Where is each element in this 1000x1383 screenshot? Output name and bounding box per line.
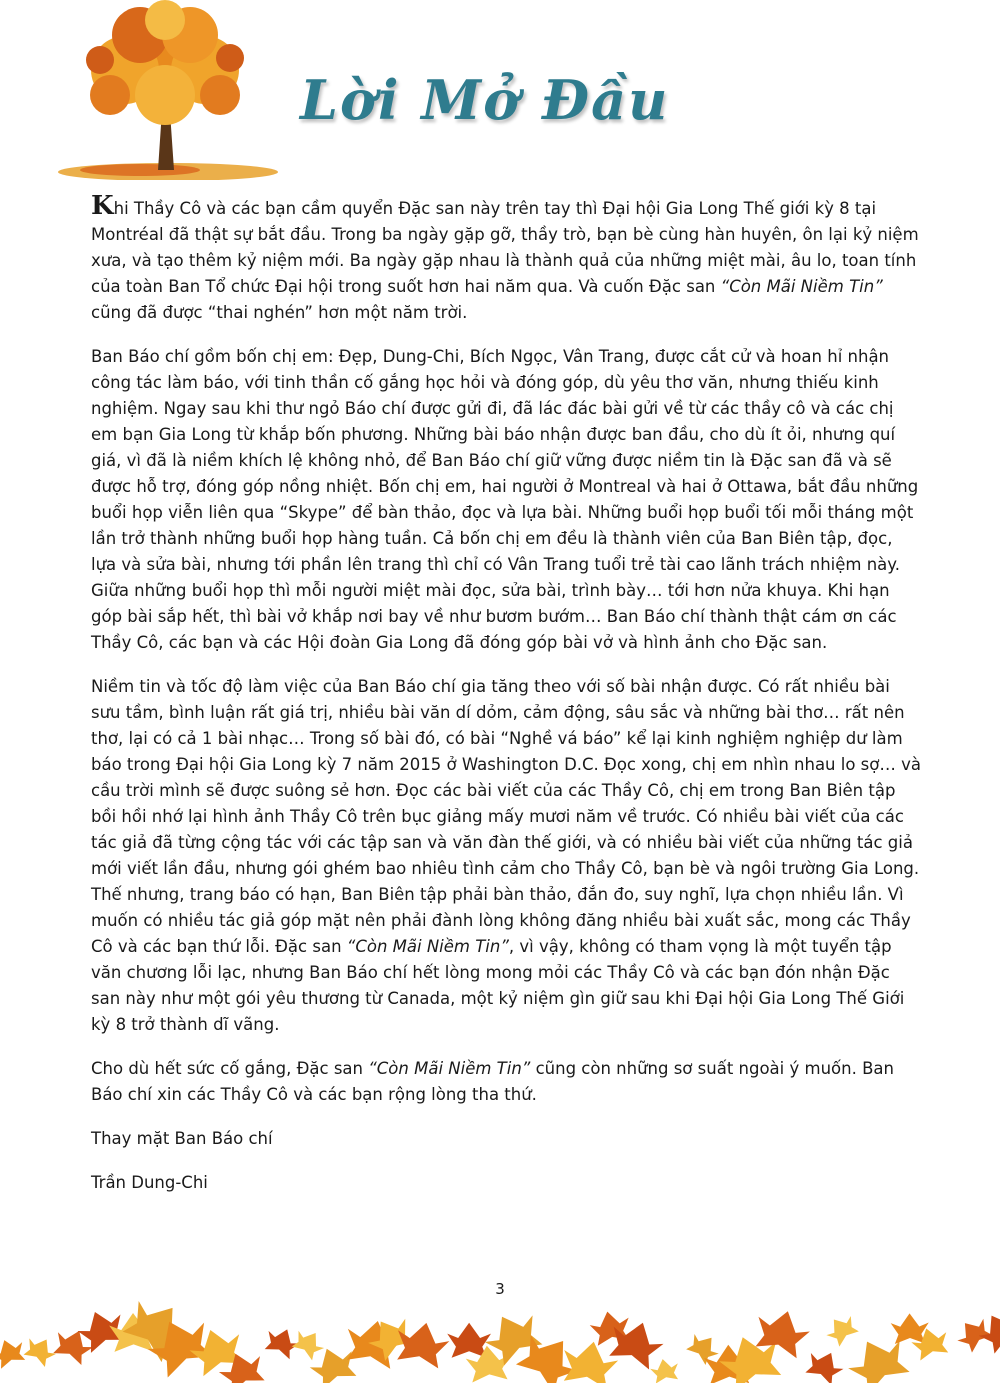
signature-name: Trần Dung-Chi	[91, 1173, 208, 1192]
paragraph-intro	[91, 193, 921, 326]
magazine-title: “Còn Mãi Niềm Tin”	[720, 277, 883, 296]
maple-leaf-icon	[558, 1337, 620, 1383]
maple-leaf-icon	[822, 1310, 862, 1349]
paragraph-submissions-text: Niềm tin và tốc độ làm việc của Ban Báo chí gia tăng theo với số bài nhận được. Có rất nhiều bài sưu tầm, bình luận rất giá trị, nhiều bài văn dí dỏm, cảm động, sâu sắc và những bài thơ… rất nên thơ, lại có cả 1 bài nhạc… Trong số bài đó, có bài “Nghề vá báo” kể lại kinh nghiệm nghiệp dư làm báo trong Đại hội Gia Long kỳ 7 năm 2015 ở Washington D.C. Đọc xong, chị em nhìn nhau lo sợ… và cầu trời mình sẽ được suông sẻ hơn. Đọc các bài viết của các Thầy Cô, chị em trong Ban Biên tập bồi hồi nhớ lại hình ảnh Thầy Cô trên bục giảng mấy mươi năm về trước. Có nhiều bài viết của các tác giả đã từng cộng tác với các tập san và văn đàn thế giới, và có nhiều bài viết của những tác giả mới viết lần đầu, nhưng gói ghém bao nhiêu tình cảm cho Thầy Cô, bạn bè và ngôi trường Gia Long. Thế nhưng, trang báo có hạn, Ban Biên tập phải bàn thảo, đắn đo, suy nghĩ, lựa chọn nhiều lần. Vì muốn có nhiều tác giả góp mặt nên phải đành lòng không đăng nhiều bài xuất sắc, mong các Thầy Cô và các bạn thứ lỗi. Đặc san	[91, 677, 921, 956]
maple-leaf-icon	[649, 1356, 681, 1383]
magazine-title: “Còn Mãi Niềm Tin”	[346, 937, 509, 956]
paragraph-apology-start: Cho dù hết sức cố gắng, Đặc san	[91, 1059, 369, 1078]
paragraph-apology-end: cũng còn những sơ suất ngoài ý muốn. Ban Báo chí xin các Thầy Cô và các bạn rộng lòng tha thứ.	[91, 1059, 894, 1104]
paragraph-intro-end: cũng đã được “thai nghén” hơn một năm trời.	[91, 303, 468, 322]
magazine-title: “Còn Mãi Niềm Tin”	[368, 1059, 531, 1078]
drop-cap: K	[91, 191, 114, 221]
autumn-leaves-border	[0, 1290, 1000, 1383]
autumn-tree-illustration	[40, 0, 290, 180]
maple-leaf-icon	[289, 1324, 328, 1362]
paragraph-apology	[91, 1056, 921, 1108]
page-number: 3	[495, 1280, 505, 1298]
maple-leaf-icon	[0, 1335, 28, 1370]
article-body	[91, 193, 921, 1214]
maple-leaf-icon	[21, 1332, 60, 1369]
paragraph-submissions	[91, 674, 921, 1038]
maple-leaf-icon	[802, 1345, 847, 1383]
paragraph-press-team: Ban Báo chí gồm bốn chị em: Đẹp, Dung-Chi, Bích Ngọc, Vân Trang, được cắt cử và hoan hỉ nhận công tác làm báo, với tinh thần cố gắng học hỏi và đóng góp, dù yêu thơ văn, nhưng thiếu kinh nghiệm. Ngay sau khi thư ngỏ Báo chí được gửi đi, đã lác đác bài gửi về từ các thầy cô và các chị em bạn Gia Long từ khắp bốn phương. Những bài báo nhận được ban đầu, cho dù ít ỏi, nhưng quí giá, vì đã là niềm khích lệ không nhỏ, để Ban Báo chí giữ vững được niềm tin là Đặc san đã và sẽ được hỗ trợ, đóng góp nồng nhiệt. Bốn chị em, hai người ở Montreal và hai ở Ottawa, bắt đầu những buổi họp viễn liên qua “Skype” để bàn thảo, đọc và lựa bài. Những buổi họp buổi tối mỗi tháng một lần trở thành những buổi họp hàng tuần. Cả bốn chị em đều là thành viên của Ban Biên tập, đọc, lựa và sửa bài, nhưng tới phần lên trang thì chỉ có Vân Trang tuổi trẻ tài cao lãnh trách nhiệm này. Giữa những buổi họp thì mỗi người miệt mài đọc, sửa bài, trình bày… tới hơn nửa khuya. Khi hạn góp bài sắp hết, thì bài vở khắp nơi bay về như bươm bướm… Ban Báo chí thành thật cám ơn các Thầy Cô, các bạn và các Hội đoàn Gia Long đã đóng góp bài vở và hình ảnh cho Đặc san.	[91, 347, 919, 652]
page-title: Lời Mở Đầu	[300, 68, 670, 132]
paragraph-submissions-end: , vì vậy, không có tham vọng là một tuyển tập văn chương lỗi lạc, nhưng Ban Báo chí hết lòng mong mỏi các Thầy Cô và các bạn đón nhận Đặc san này như một gói yêu thương từ Canada, một kỷ niệm gìn giữ sau khi Đại hội Gia Long Thế Giới kỳ 8 trở thành dĩ vãng.	[91, 937, 905, 1034]
paragraph-intro-text: hi Thầy Cô và các bạn cầm quyển Đặc san này trên tay thì Đại hội Gia Long Thế giới kỳ 8 tại Montréal đã thật sự bắt đầu. Trong ba ngày gặp gỡ, thầy trò, bạn bè cùng hàn huyên, ôn lại kỷ niệm xưa, và tạo thêm kỷ niệm mới. Ba ngày gặp nhau là thành quả của những miệt mài, âu lo, toan tính của toàn Ban Tổ chức Đại hội trong suốt hơn hai năm qua. Và cuốn Đặc san	[91, 199, 919, 296]
maple-leaf-icon	[50, 1323, 97, 1366]
maple-leaf-icon	[262, 1323, 303, 1360]
maple-leaf-icon	[952, 1312, 995, 1355]
signature-role: Thay mặt Ban Báo chí	[91, 1129, 273, 1148]
